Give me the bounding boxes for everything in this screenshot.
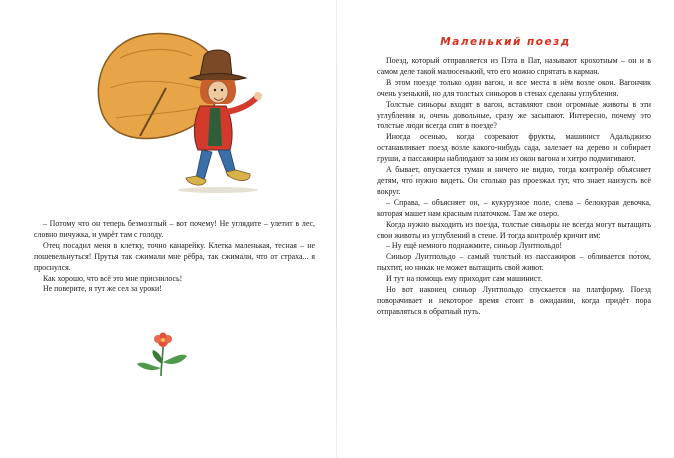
- right-paragraph: А бывает, опускается туман и ничего не видно, тогда контролёр объясняет детям, что́ нужно видеть. Он столько раз проезжал тут, что знает наизусть всё вокруг.: [377, 165, 651, 196]
- right-paragraph: Синьор Лунтпольдо – самый толстый из пассажиров – обливается по́том, пыхтит, но никак не может вытащить свой живот.: [377, 252, 651, 273]
- right-paragraph: Иногда осенью, когда созревают фрукты, машинист Адальджизо останавливает поезд возле какого-нибудь сада, залезает на дерево и собирает груши, а пассажиры наблюдают за ним из окон вагона и хитро подмигивают.: [377, 132, 651, 164]
- right-paragraph: – Справа, – объясняет он, – кукурузное поле, слева – белокурая девочка, которая машет нам красным платочком. Там же озеро.: [377, 197, 651, 218]
- right-paragraph: Когда нужно выходить из поезда, толстые синьоры не всегда могут вытащить свои животы из углублений в стене. И тогда контролёр кричит им:: [377, 219, 651, 240]
- right-paragraph: Толстые синьоры входят в вагон, вставляют свои огромные животы в эти углубления и, очень довольные, сразу же засыпают. Интересно, почему это толстые люди всегда спят в поезде?: [377, 99, 651, 131]
- chapter-title: Маленький поезд: [440, 36, 571, 48]
- right-paragraph: В этом поезде только один вагон, и все места в нём возле окон. Вагончик очень узенький, но для толстых синьоров в стенах сделаны углубления.: [377, 77, 651, 98]
- right-paragraph: Но вот наконец синьор Лунтпольдо спускается на платформу. Поезд поворачивает и некоторое время стоит в ожидании, когда придёт пора отправляться в обратный путь.: [377, 285, 651, 316]
- right-page-text: [377, 56, 651, 318]
- left-paragraph: Как хорошо, что всё это мне приснилось!: [43, 273, 183, 283]
- right-paragraph: И тут на помощь ему приходит сам машинист.: [386, 274, 543, 284]
- flower-ornament: [133, 330, 189, 378]
- right-paragraph: – Ну ещё немного поднажмите, синьор Лунтпольдо!: [386, 241, 563, 251]
- right-paragraph: Поезд, который отправляется из Пэта в Пат, называют крохотным – он и в самом деле такой малюсенький, что его можно спрятать в карман.: [377, 56, 651, 76]
- boy-carrying-sack-illustration: [80, 18, 270, 203]
- left-paragraph: Отец посадил меня в клетку, точно канарейку. Клетка маленькая, тесная – не пошевельнуться! Прутья так сжимали мне рёбра, так сжимали, что от страха... я проснулся.: [34, 240, 315, 272]
- left-paragraph: – Потому что он теперь безмозглый – вот почему! Не углядите – улетит в лес, словно пичужка, и умрёт там с голоду.: [34, 219, 315, 239]
- left-page-text: [34, 219, 315, 295]
- left-paragraph: Не поверите, я тут же сел за уроки!: [43, 284, 162, 294]
- right-page: [337, 0, 674, 458]
